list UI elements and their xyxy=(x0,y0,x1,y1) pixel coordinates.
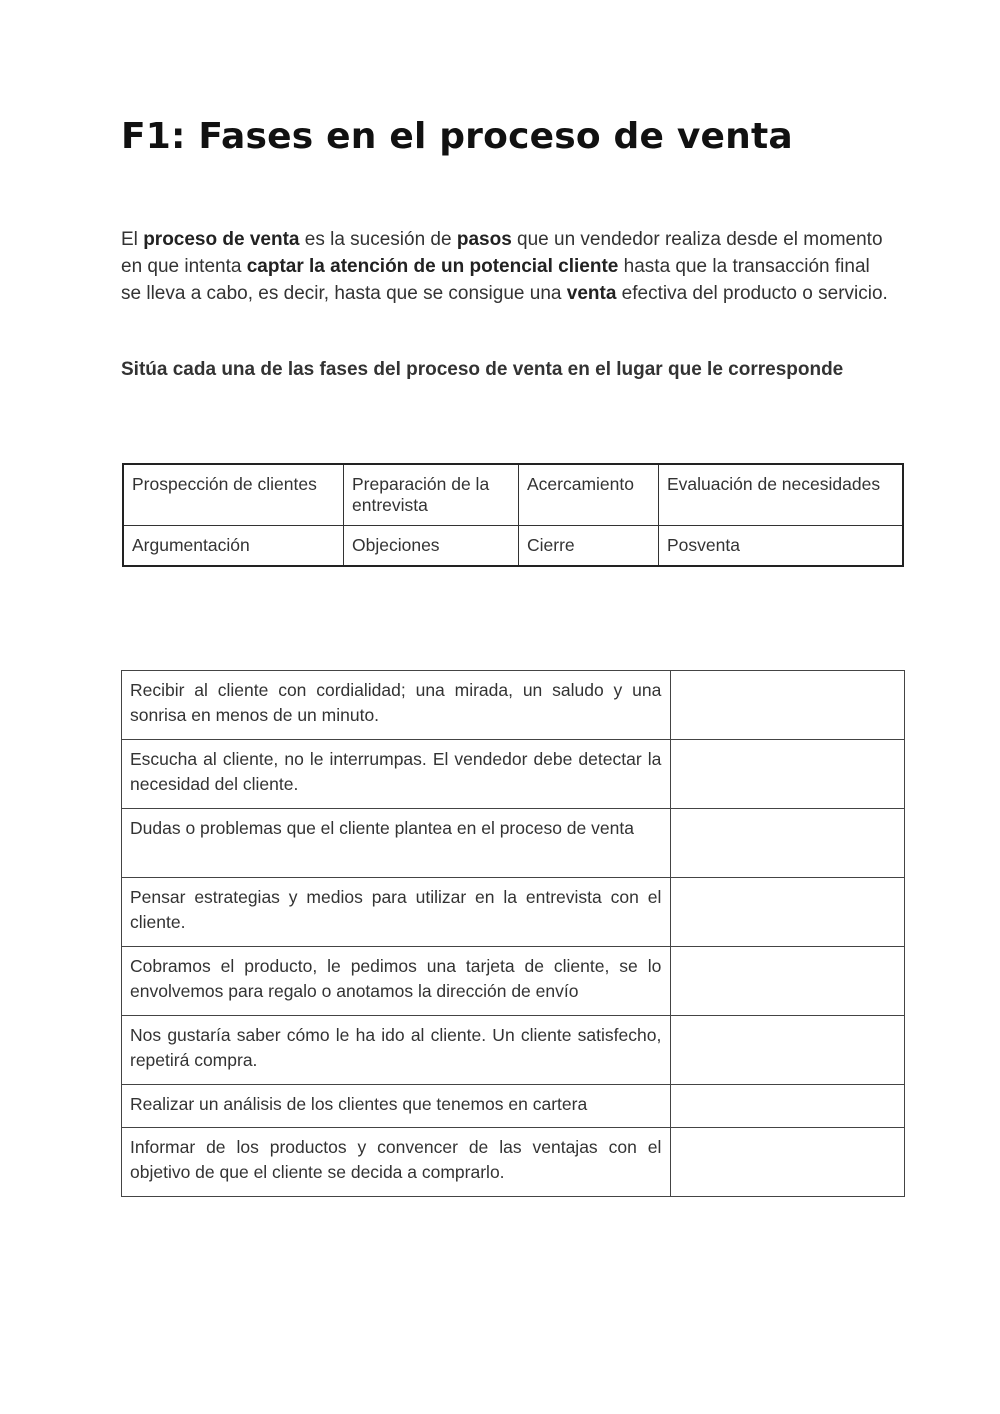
phase-option[interactable]: Cierre xyxy=(519,526,659,567)
phase-option[interactable]: Evaluación de necesidades xyxy=(659,464,904,526)
answer-drop-cell[interactable] xyxy=(671,878,905,947)
answer-drop-cell[interactable] xyxy=(671,740,905,809)
phases-row xyxy=(123,526,903,567)
phases-row xyxy=(123,464,903,526)
intro-bold-text: pasos xyxy=(456,229,512,250)
matching-row xyxy=(122,1085,905,1128)
intro-text: es la sucesión de xyxy=(299,229,457,250)
matching-row xyxy=(122,878,905,947)
phase-description: Dudas o problemas que el cliente plantea en el proceso de venta xyxy=(122,809,671,878)
matching-table xyxy=(121,670,905,1197)
answer-drop-cell[interactable] xyxy=(671,671,905,740)
intro-text: hasta que la transacción final se lleva a cabo, es decir, hasta que se consigue una xyxy=(121,256,870,304)
intro-text: que un vendedor realiza desde el momento en que intenta xyxy=(121,229,883,277)
phase-option[interactable]: Prospección de clientes xyxy=(123,464,344,526)
matching-row xyxy=(122,1016,905,1085)
phase-option[interactable]: Argumentación xyxy=(123,526,344,567)
phase-option[interactable]: Posventa xyxy=(659,526,904,567)
phase-option[interactable]: Objeciones xyxy=(344,526,519,567)
phase-description: Pensar estrategias y medios para utilizar en la entrevista con el cliente. xyxy=(122,878,671,947)
phase-description: Recibir al cliente con cordialidad; una mirada, un saludo y una sonrisa en menos de un minuto. xyxy=(122,671,671,740)
matching-row xyxy=(122,947,905,1016)
intro-bold-text: venta xyxy=(566,283,617,304)
answer-drop-cell[interactable] xyxy=(671,1016,905,1085)
intro-bold-text: captar la atención de un potencial cliente xyxy=(246,256,619,277)
phase-description: Nos gustaría saber cómo le ha ido al cliente. Un cliente satisfecho, repetirá compra. xyxy=(122,1016,671,1085)
phase-description: Cobramos el producto, le pedimos una tarjeta de cliente, se lo envolvemos para regalo o anotamos la dirección de envío xyxy=(122,947,671,1016)
answer-drop-cell[interactable] xyxy=(671,947,905,1016)
phase-description: Realizar un análisis de los clientes que tenemos en cartera xyxy=(122,1085,671,1128)
phase-option[interactable]: Acercamiento xyxy=(519,464,659,526)
matching-row xyxy=(122,809,905,878)
phase-option[interactable]: Preparación de la entrevista xyxy=(344,464,519,526)
intro-text: El xyxy=(121,229,144,250)
phase-description: Informar de los productos y convencer de las ventajas con el objetivo de que el cliente se decida a comprarlo. xyxy=(122,1128,671,1197)
phases-table xyxy=(122,463,904,567)
matching-row xyxy=(122,1128,905,1197)
matching-row xyxy=(122,671,905,740)
intro-text: efectiva del producto o servicio. xyxy=(616,283,888,304)
phase-description: Escucha al cliente, no le interrumpas. El vendedor debe detectar la necesidad del cliente. xyxy=(122,740,671,809)
page-title: F1: Fases en el proceso de venta xyxy=(121,116,793,157)
intro-paragraph xyxy=(121,226,891,307)
answer-drop-cell[interactable] xyxy=(671,809,905,878)
answer-drop-cell[interactable] xyxy=(671,1128,905,1197)
instruction-heading: Sitúa cada una de las fases del proceso de venta en el lugar que le corresponde xyxy=(121,359,844,380)
matching-row xyxy=(122,740,905,809)
answer-drop-cell[interactable] xyxy=(671,1085,905,1128)
intro-bold-text: proceso de venta xyxy=(143,229,300,250)
